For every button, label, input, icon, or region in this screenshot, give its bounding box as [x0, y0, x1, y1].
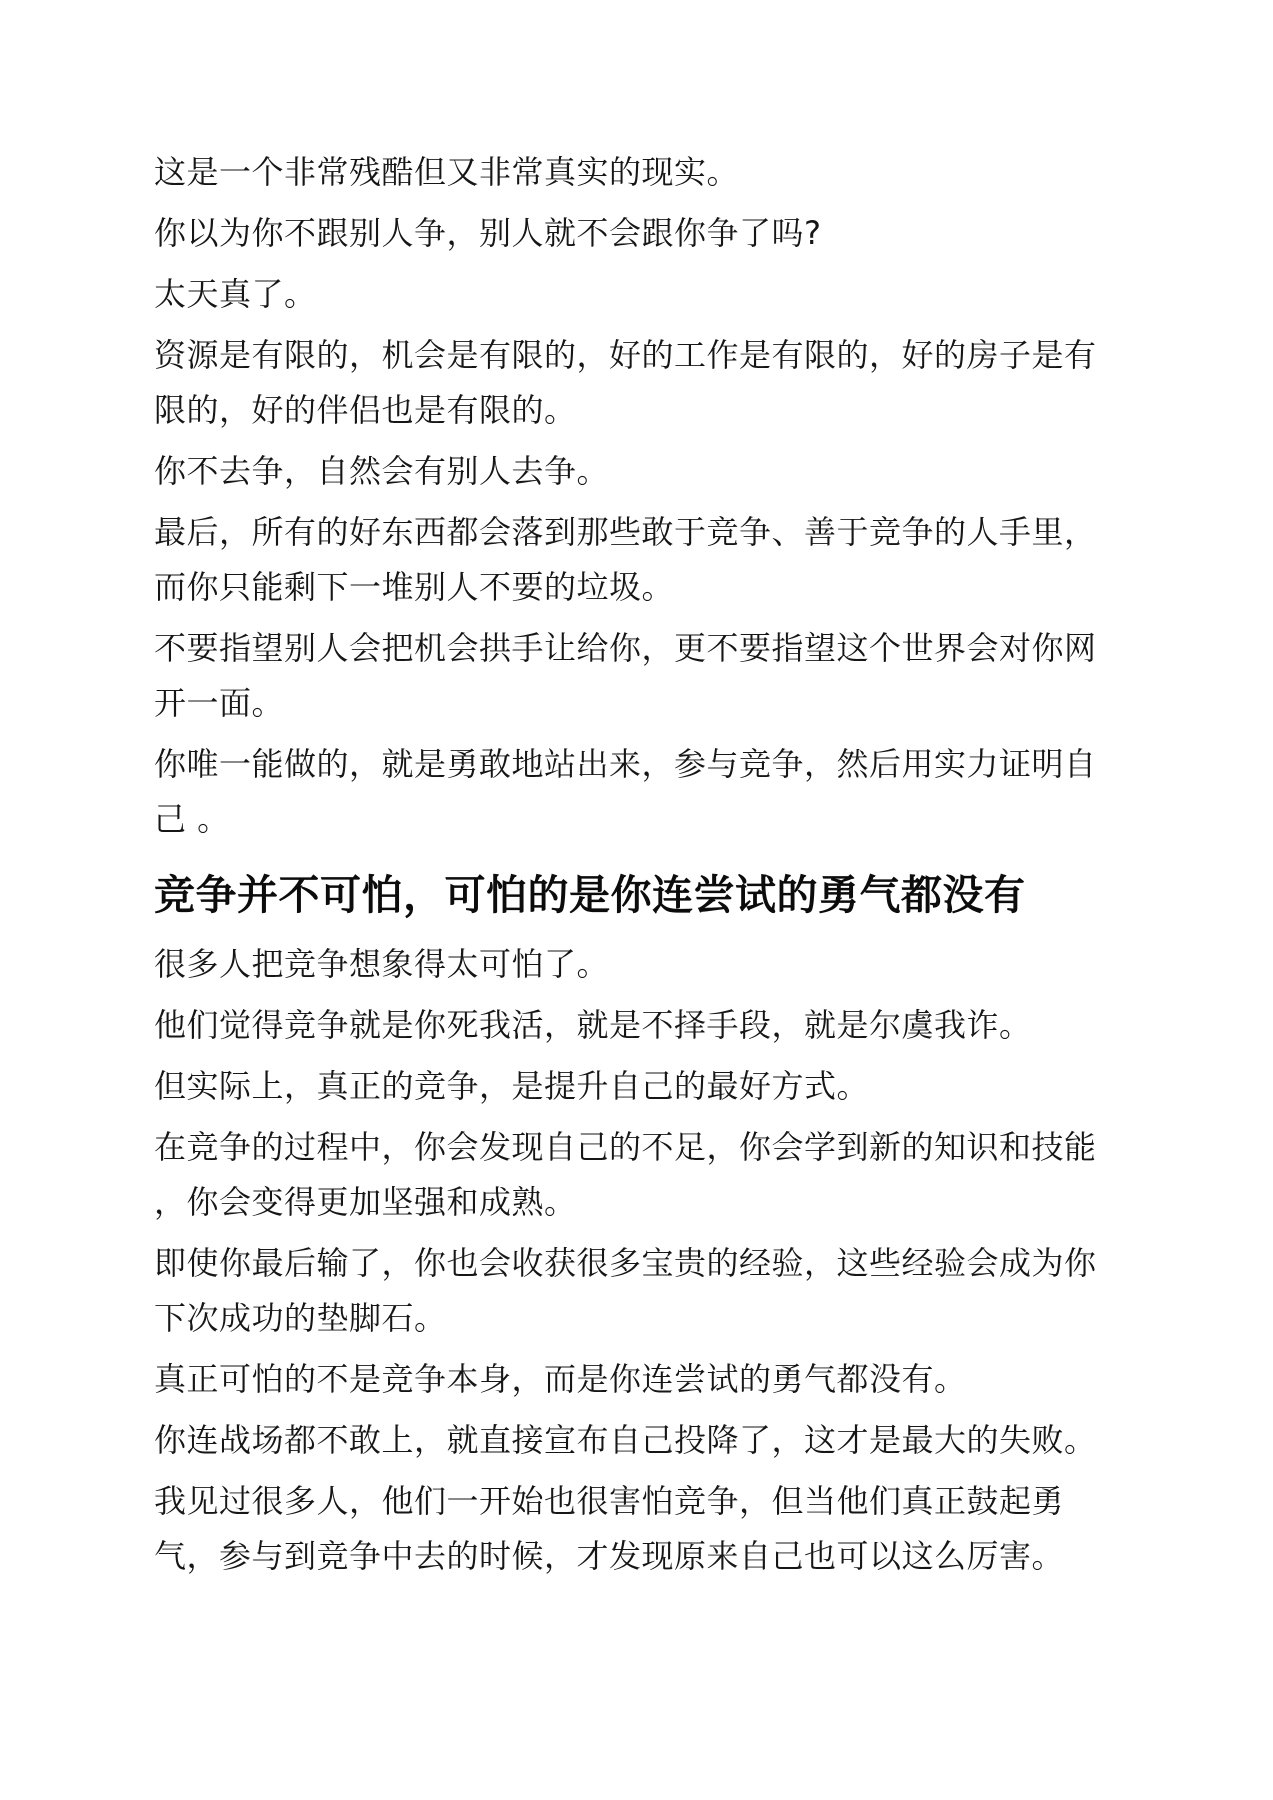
paragraph: 资源是有限的，机会是有限的，好的工作是有限的，好的房子是有限的，好的伴侣也是有限的。 — [154, 336, 1097, 429]
paragraph: 这是一个非常残酷但又非常真实的现实。 — [154, 153, 740, 191]
paragraph: 太天真了。 — [154, 275, 317, 313]
paragraph: 我见过很多人，他们一开始也很害怕竞争，但当他们真正鼓起勇气，参与到竞争中去的时候，才发现原来自己也可以这么厉害。 — [154, 1482, 1065, 1575]
paragraph: 真正可怕的不是竞争本身，而是你连尝试的勇气都没有。 — [154, 1360, 967, 1398]
paragraph: 你不去争，自然会有别人去争。 — [154, 452, 610, 490]
paragraph: 但实际上，真正的竞争，是提升自己的最好方式。 — [154, 1067, 870, 1105]
paragraph: 很多人把竞争想象得太可怕了。 — [154, 945, 610, 983]
paragraph: 最后，所有的好东西都会落到那些敢于竞争、善于竞争的人手里，而你只能剩下一堆别人不要的垃圾。 — [154, 513, 1097, 606]
paragraph: 你唯一能做的，就是勇敢地站出来，参与竞争，然后用实力证明自 己 。 — [154, 745, 1097, 838]
paragraph: 不要指望别人会把机会拱手让给你，更不要指望这个世界会对你网开一面。 — [154, 629, 1097, 722]
article-body — [154, 145, 1119, 1590]
paragraph: 你连战场都不敢上，就直接宣布自己投降了，这才是最大的失败。 — [154, 1421, 1097, 1459]
paragraph: 在竞争的过程中，你会发现自己的不足，你会学到新的知识和技能 ，你会变得更加坚强和成熟。 — [154, 1128, 1097, 1221]
section-heading: 竞争并不可怕，可怕的是你连尝试的勇气都没有 — [154, 871, 1026, 919]
paragraph: 他们觉得竞争就是你死我活，就是不择手段，就是尔虞我诈。 — [154, 1006, 1032, 1044]
paragraph: 即使你最后输了，你也会收获很多宝贵的经验，这些经验会成为你下次成功的垫脚石。 — [154, 1244, 1097, 1337]
paragraph: 你以为你不跟别人争，别人就不会跟你争了吗? — [154, 214, 822, 252]
